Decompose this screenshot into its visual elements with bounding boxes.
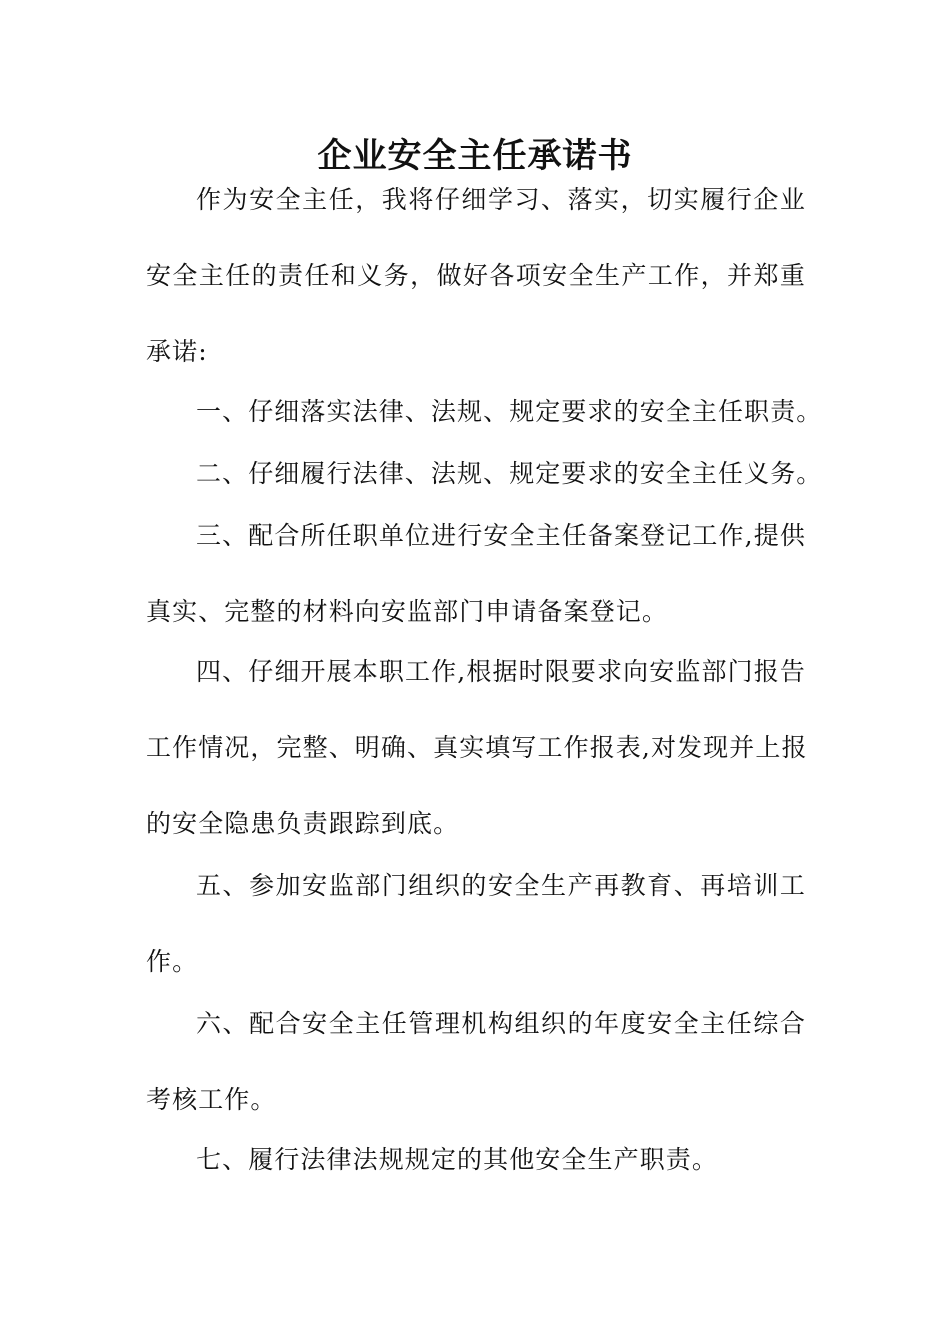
commitment-item-3-line-2: 真实、完整的材料向安监部门申请备案登记。 bbox=[146, 597, 669, 626]
commitment-item-7: 七、履行法律法规规定的其他安全生产职责。 bbox=[196, 1145, 719, 1174]
commitment-item-1: 一、仔细落实法律、法规、规定要求的安全主任职责。 bbox=[196, 397, 823, 426]
commitment-item-3-line-1: 三、配合所任职单位进行安全主任备案登记工作,提供 bbox=[196, 521, 806, 550]
commitment-item-5-line-1: 五、参加安监部门组织的安全生产再教育、再培训工 bbox=[196, 871, 806, 900]
commitment-item-4-line-2: 工作情况，完整、明确、真实填写工作报表,对发现并上报 bbox=[146, 733, 808, 762]
commitment-item-4-line-1: 四、仔细开展本职工作,根据时限要求向安监部门报告 bbox=[196, 657, 806, 686]
paragraph-line-intro-3: 承诺: bbox=[146, 337, 208, 366]
commitment-item-2: 二、仔细履行法律、法规、规定要求的安全主任义务。 bbox=[196, 459, 823, 488]
commitment-item-6-line-1: 六、配合安全主任管理机构组织的年度安全主任综合 bbox=[196, 1009, 806, 1038]
paragraph-line-intro-2: 安全主任的责任和义务，做好各项安全生产工作，并郑重 bbox=[146, 261, 806, 290]
commitment-item-4-line-3: 的安全隐患负责跟踪到底。 bbox=[146, 809, 460, 838]
document-title: 企业安全主任承诺书 bbox=[317, 136, 633, 176]
commitment-item-5-line-2: 作。 bbox=[146, 947, 199, 976]
paragraph-line-intro-1: 作为安全主任，我将仔细学习、落实，切实履行企业 bbox=[196, 185, 806, 214]
commitment-item-6-line-2: 考核工作。 bbox=[146, 1085, 277, 1114]
